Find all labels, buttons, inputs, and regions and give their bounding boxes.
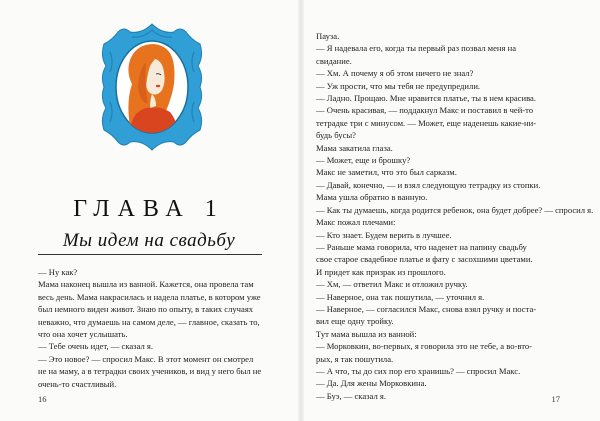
text-line: свое старое свадебное платье и фату с засохшими цветами. (316, 254, 533, 265)
chapter-title: ГЛАВА 1 (73, 196, 225, 222)
text-line: тетрадке три с минусом. — Может, еще наденешь какие-ни- (316, 117, 537, 128)
text-line: Мама наконец вышла из ванной. Кажется, она провела там (38, 279, 254, 290)
text-line: — Уж прости, что мы тебя не предупредили. (316, 80, 481, 91)
left-page (0, 0, 298, 421)
text-line: — Буэ, — сказал я. (316, 390, 386, 401)
text-line: не на маму, а в тетрадки своих учеников, и вид у него был не (38, 366, 262, 377)
text-line: вил еще одну тройку. (316, 316, 394, 327)
text-line: — Хм. А почему я об этом ничего не знал? (316, 68, 474, 79)
text-line: весь день. Мама накрасилась и надела платье, в котором уже (38, 291, 261, 302)
text-line: Макс пожал плечами: (316, 217, 396, 228)
page-number-left: 16 (38, 394, 47, 404)
text-line: — Может, еще и брошку? (316, 155, 411, 166)
text-line: — Наверное, — согласился Макс, снова взял ручку и поста- (316, 303, 537, 314)
text-line: Тут мама вышла из ванной: (316, 328, 417, 339)
text-line: — Это новое? — спросил Макс. В этот момент он смотрел (38, 353, 254, 364)
text-line: — А что, ты до сих пор его хранишь? — спросил Макс. (316, 365, 521, 376)
text-line: — Давай, конечно, — и взял следующую тетрадку из стопки. (316, 179, 541, 190)
text-line: был немного виден живот. Знаю по опыту, в таких случаях (38, 304, 254, 315)
text-line: — Морковкин, во-первых, я говорила это не тебе, а во-вто- (316, 341, 533, 352)
text-line: — Кто знает. Будем верить в лучшее. (316, 229, 452, 240)
left-page-text (38, 266, 270, 390)
text-line: рых, я так пошутила. (316, 353, 394, 364)
text-line: — Да. Для жены Морковкина. (316, 378, 427, 389)
subtitle-underline (38, 254, 262, 255)
text-line: И придет как призрак из прошлого. (316, 266, 446, 277)
text-line: очень-то счастливый. (38, 378, 117, 389)
text-line: Пауза. (316, 31, 340, 41)
text-line: — Наверное, она так пошутила, — уточнил я. (316, 291, 485, 302)
page-number-right: 17 (551, 394, 560, 404)
chapter-subtitle: Мы идем на свадьбу (62, 230, 236, 251)
text-line: Макс не заметил, что это был сарказм. (316, 167, 457, 178)
text-line: — Тебе очень идет, — сказал я. (38, 341, 154, 352)
text-line: будь бусы? (316, 130, 356, 141)
text-line: — Хм, — ответил Макс и отложил ручку. (316, 279, 468, 290)
text-line: свидание. (316, 55, 352, 66)
text-line: Мама закатила глаза. (316, 142, 393, 153)
text-line: — Раньше мама говорила, что наденет на папину свадьбу (316, 241, 527, 252)
right-page (304, 0, 600, 421)
text-line: — Как ты думаешь, когда родится ребенок, она будет добрее? — спросил я. (316, 204, 594, 215)
text-line: — Ладно. Прощаю. Мне нравится платье, ты в нем красива. (316, 93, 537, 104)
text-line: Мама ушла обратно в ванную. (316, 192, 428, 203)
text-line: неважно, что думаешь на самом деле, — главное, сказать то, (38, 316, 260, 327)
text-line: — Я надевала его, когда ты первый раз позвал меня на (316, 43, 517, 54)
text-line: — Ну как? (38, 267, 78, 277)
portrait-medallion-icon (100, 22, 204, 152)
text-line: — Очень красивая, — поддакнул Макс и поставил в чей-то (316, 105, 534, 116)
text-line: что она хочет услышать. (38, 329, 128, 340)
